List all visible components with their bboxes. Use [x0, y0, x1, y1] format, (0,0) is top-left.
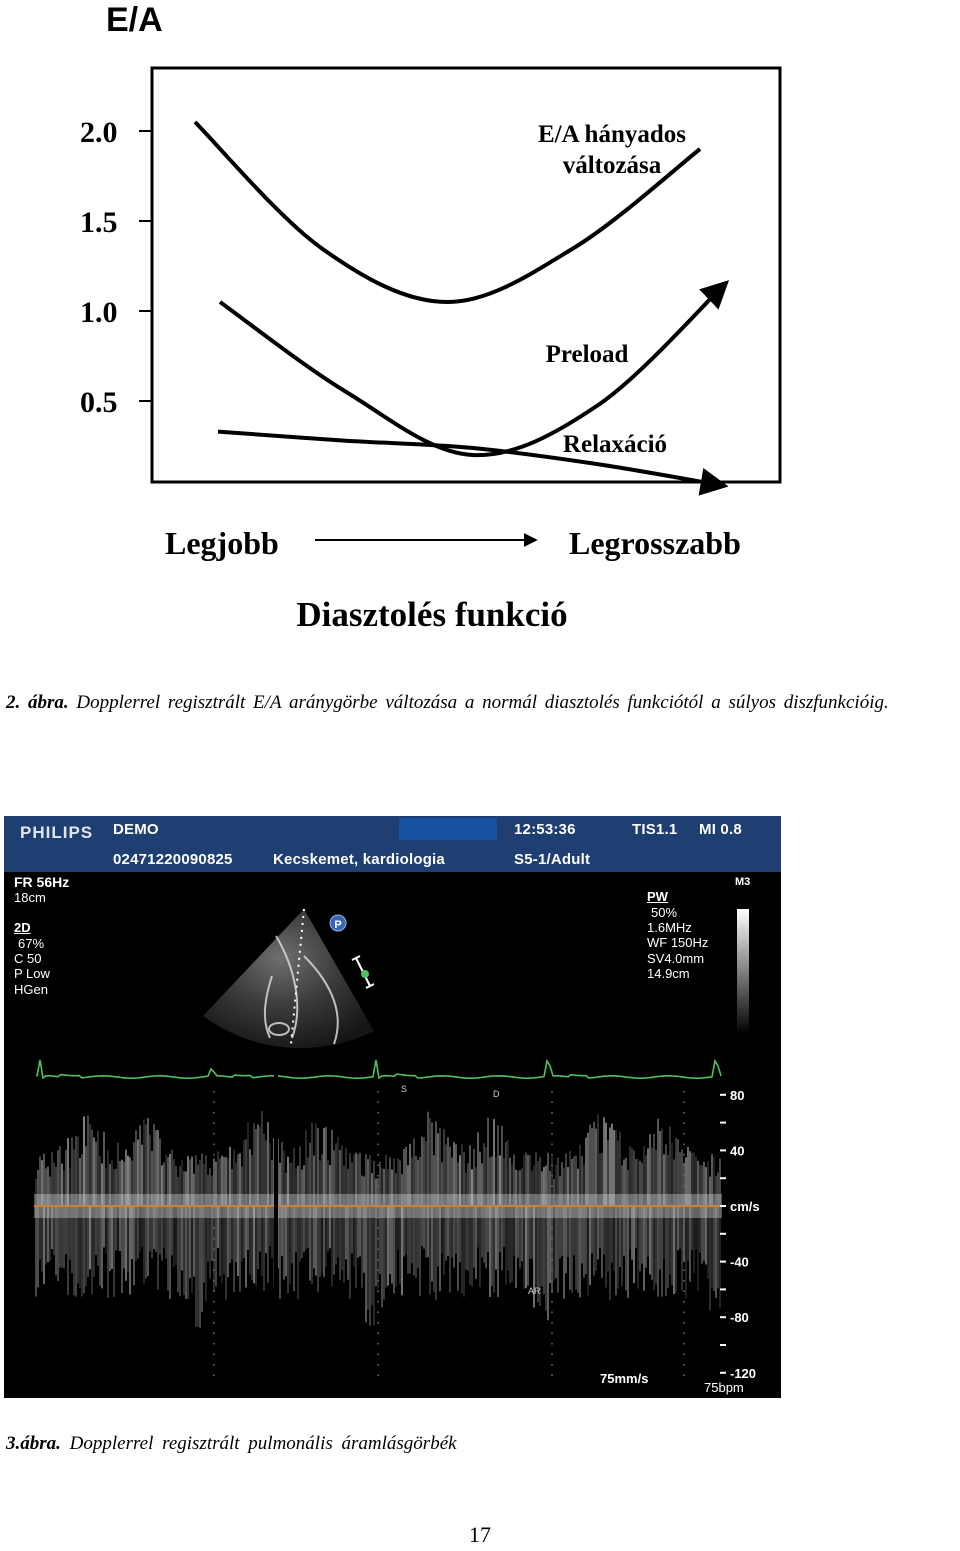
series-label: Preload: [545, 341, 629, 368]
gain-2d: 67%: [18, 936, 45, 951]
frame-rate: FR 56Hz: [14, 874, 70, 890]
depth: 18cm: [14, 890, 46, 905]
figure-2-caption: [6, 686, 960, 719]
figure-2-caption-text: Dopplerrel regisztrált E/A aránygörbe változása a normál diasztolés funkciótól a súlyos diszfunkcióig.: [76, 692, 889, 713]
mi-value: MI 0.8: [699, 821, 742, 838]
x-axis-end-label: Legrosszabb: [569, 525, 741, 561]
probe-label: S5-1/Adult: [514, 851, 591, 868]
series-label: E/A hányados változása: [538, 121, 686, 179]
compression: C 50: [14, 951, 42, 966]
heart-rate: 75bpm: [704, 1380, 744, 1395]
sample-depth: 14.9cm: [647, 966, 690, 981]
figure-3-caption-label: 3.ábra.: [6, 1433, 61, 1454]
power-setting: P Low: [14, 966, 50, 981]
figure-2-caption-label: 2. ábra.: [6, 692, 69, 713]
figure-3-caption: [6, 1427, 457, 1460]
wall-filter: WF 150Hz: [647, 935, 709, 950]
scale-label: 40: [730, 1143, 745, 1159]
x-axis-title: Diasztolés funkció: [296, 595, 568, 634]
ea-ratio-chart: [0, 0, 960, 680]
sweep-gap: [274, 1061, 278, 1376]
series-label: Relaxáció: [562, 431, 668, 458]
pw-gain: 50%: [651, 905, 678, 920]
scale-label: -120: [730, 1365, 757, 1381]
scale-label: 80: [730, 1087, 745, 1103]
sample-volume: SV4.0mm: [647, 951, 705, 966]
brand-logo: PHILIPS: [20, 823, 94, 842]
wave-label-s: S: [401, 1084, 408, 1094]
wave-label-d: D: [493, 1089, 500, 1099]
harmonic-gen: HGen: [14, 982, 48, 997]
clock-time: 12:53:36: [514, 821, 576, 838]
pw-mode: PW: [647, 889, 668, 904]
institution-name: Kecskemet, kardiologia: [273, 851, 445, 868]
y-tick-label: 1.5: [80, 206, 118, 239]
series-curve: [195, 122, 700, 302]
ultrasound-graphics: [4, 816, 781, 1398]
page-number: 17: [469, 1522, 491, 1547]
x-axis-start-label: Legjobb: [165, 525, 279, 561]
figure-3-caption-text: Dopplerrel regisztrált pulmonális áramlásgörbék: [69, 1433, 457, 1454]
doppler-ultrasound-image: [4, 816, 781, 1398]
wave-label-ar: AR: [528, 1286, 541, 1296]
tis-value: TIS1.1: [632, 821, 678, 838]
y-tick-label: 1.0: [80, 296, 118, 329]
sweep-speed: 75mm/s: [600, 1371, 649, 1386]
y-axis-label: E/A: [106, 1, 163, 39]
scale-label: cm/s: [730, 1199, 760, 1214]
y-tick-label: 2.0: [80, 116, 118, 149]
y-tick-label: 0.5: [80, 386, 118, 419]
series-curve: [220, 284, 725, 455]
probe-marker-label: P: [334, 919, 342, 931]
pw-frequency: 1.6MHz: [647, 920, 692, 935]
scale-label: -80: [730, 1310, 749, 1326]
patient-id: 02471220090825: [113, 851, 233, 868]
map-label: M3: [735, 876, 751, 888]
mode-2d: 2D: [14, 920, 31, 935]
ecg-trace: [37, 1060, 721, 1078]
mode-label: DEMO: [113, 821, 159, 838]
sample-gate-dot: [361, 970, 369, 978]
scale-label: -40: [730, 1254, 749, 1270]
